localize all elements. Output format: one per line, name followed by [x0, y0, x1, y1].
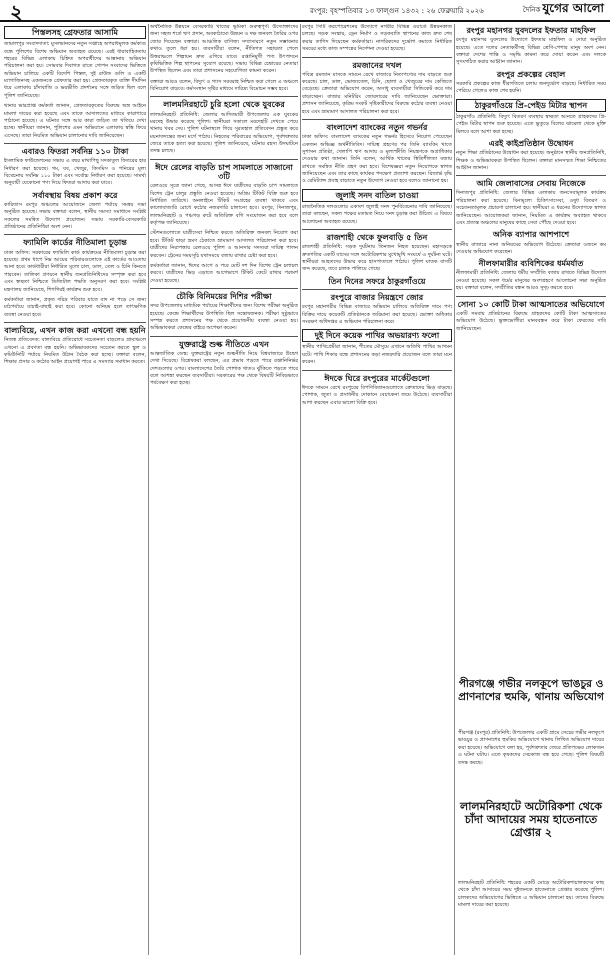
- article-text: ইসলামিক ফাউন্ডেশনের সভায় এ বছর মাথাপিছু সদকাতুল ফিতরের হার নির্ধারণ করা হয়েছে। গম, যব, খেজুর, কিসমিস ও পনিরের মূল্য বিবেচনায় সর্বনিম্ন ১১০ টাকা এবং সর্বোচ্চ নির্ধারণ করা হয়েছে। সামর্থ্য অনুযায়ী যেকোনো পণ্য দিয়ে ফিতরা আদায় করা যাবে।: [4, 158, 146, 187]
- headline: বাংলাদেশ ব্যাংকের নতুন গভর্নর: [326, 121, 428, 132]
- divider: [302, 229, 452, 230]
- divider: [302, 289, 452, 290]
- article-text: বক্তারা আরও বলেন, বিদ্যুৎ ও গ্যাস সরবরাহ নিশ্চিত করা গেলে এ অঞ্চলে বিনিয়োগ বাড়বে। কর্মসংস্থান সৃষ্টির মাধ্যমে দারিদ্র্য বিমোচন সম্ভব হবে।: [150, 78, 298, 92]
- article-text: স্থানীয় বাজারে নানা অনিয়মের অভিযোগ উঠেছে। ক্রেতারা ওজনে কম দেওয়ার অভিযোগ করেছেন।: [456, 241, 606, 255]
- headline: যুক্তরাষ্ট্রে শুল্ক নীতিতে এখন: [179, 338, 269, 349]
- page-header: [0, 0, 610, 22]
- headline: রংপুর প্রকল্পের বেহাল: [496, 68, 566, 79]
- divider: [150, 288, 298, 289]
- headline: রংপুরে বাজার নিয়ন্ত্রণে জোর: [330, 291, 424, 302]
- headline: সোনা ১০ কোটি টাকা আত্মসাতের অভিযোগে: [457, 298, 605, 309]
- article-text: নীলফামারী প্রতিনিধি: জেলায় ধর্মীয় সম্প্রীতি বজায় রাখতে বিভিন্ন উদ্যোগ নেওয়া হয়েছে। সকল ধর্মের মানুষের অংশগ্রহণে আলোচনা সভা অনুষ্ঠিত হয়। বক্তারা বলেন, সম্প্রীতির বন্ধন আরও সুদৃঢ় করতে হবে।: [456, 270, 606, 292]
- article-text: ঠাকুরগাঁও প্রতিনিধি: বিদ্যুৎ বিতরণ ব্যবস্থায় স্বচ্ছতা আনতে গ্রাহকদের প্রি-পেইড মিটার স্থাপন শুরু হয়েছে। এতে ভুতুড়ে বিলের ঝামেলা থেকে মুক্তি মিলবে বলে আশা করা হচ্ছে।: [456, 113, 606, 135]
- headline: এরই কাইপ্রতিষ্ঠান উদ্বোধন: [488, 137, 574, 148]
- page-number: ২: [10, 0, 24, 24]
- article-text: কর্মকর্তারা জানান, প্রকৃত দরিদ্র পরিবার যাতে বাদ না পড়ে সে জন্য মাঠপর্যায়ে যাচাই-বাছাই করা হবে। কোনো অনিয়ম হলে তাৎক্ষণিক ব্যবস্থা নেওয়া হবে।: [4, 296, 146, 318]
- article-text: নতুন শিক্ষা প্রতিষ্ঠানের উদ্বোধন করা হয়েছে। অনুষ্ঠানে স্থানীয় জনপ্রতিনিধি, শিক্ষক ও অভিভাবকরা উপস্থিত ছিলেন। বক্তারা মানসম্মত শিক্ষা নিশ্চিতের আহ্বান জানান।: [456, 150, 606, 171]
- headline: ফ্যামিলি কার্ডের নীতিমালা চূড়ান্ত: [23, 237, 127, 248]
- article-text: সদর উপজেলায় মাধ্যমিক পর্যায়ের শিক্ষার্থীদের জন্য বিশেষ পরীক্ষা অনুষ্ঠিত হয়েছে। কেন্দ্রে শিক্ষার্থীদের উপস্থিতি ছিল সন্তোষজনক। পরীক্ষা সুষ্ঠুভাবে সম্পন্ন করতে প্রশাসনের পক্ষ থেকে প্রয়োজনীয় ব্যবস্থা নেওয়া হয়। অভিভাবকরা কেন্দ্রের বাইরে অপেক্ষা করেন।: [150, 303, 298, 332]
- article-text: রাজনৈতিক দলগুলোর একাংশ জুলাই সনদ পুনর্বিবেচনার দাবি জানিয়েছে। তারা বলছেন, সকল পক্ষের মতামত নিয়ে সনদ চূড়ান্ত করা উচিত। এ বিষয়ে আলোচনা অব্যাহত রয়েছে।: [302, 203, 452, 225]
- column-3: [302, 24, 452, 955]
- article-text: রেলওয়ে সূত্রে জানা গেছে, আসন্ন ঈদে যাত্রীদের বাড়তি চাপ সামলাতে বিশেষ ট্রেন চালুর প্রস্তুতি নেওয়া হয়েছে। অগ্রিম টিকিট বিক্রি শুরু হবে নির্ধারিত তারিখে। অনলাইনে টিকিট সংগ্রহের ব্যবস্থা থাকবে এবং কালোবাজারি রোধে কঠোর নজরদারি চালানো হবে। রংপুর, দিনাজপুর, লালমনিরহাট ও পঞ্চগড় রুটে অতিরিক্ত বগি সংযোজন করা হবে বলে কর্তৃপক্ষ জানিয়েছে।: [150, 183, 298, 227]
- divider: [150, 159, 298, 160]
- headline: বাল্যবিয়ে, এখন কাজ করা এখনো বন্ধ হয়নি: [4, 325, 146, 335]
- article-text: দিনাজপুর প্রতিনিধি: জেলার বিভিন্ন এলাকায় জনসেবামূলক কার্যক্রম পরিচালনা করা হয়েছে। বিনামূল্যে চিকিৎসাসেবা, ওষুধ বিতরণ ও সচেতনতামূলক প্রচারণা চালানো হয়। স্থানীয়রা এ ধরনের উদ্যোগকে স্বাগত জানিয়েছেন। আয়োজকরা জানান, নিয়মিত এ কার্যক্রম অব্যাহত থাকবে এবং প্রত্যন্ত অঞ্চলের মানুষের কাছে সেবা পৌঁছে দেওয়া হবে।: [456, 190, 606, 226]
- article-text: লালমনিরহাট প্রতিনিধি: জেলার আদিতমারী উপজেলায় এক যুবকের মরদেহ উদ্ধার করেছে পুলিশ। স্থানীয়রা সকালে মরদেহটি দেখতে পেয়ে থানায় খবর দেয়। পুলিশ ঘটনাস্থলে গিয়ে সুরতহাল প্রতিবেদন প্রস্তুত করে ময়নাতদন্তের জন্য মর্গে পাঠায়। নিহতের পরিবারের অভিযোগ, পূর্বশত্রুতার জেরে তাকে হত্যা করা হয়েছে। পুলিশ জানিয়েছে, ঘটনার রহস্য উদঘাটনে তদন্ত চলছে।: [150, 111, 298, 155]
- article-text: ঢাকা অফিস: বাংলাদেশ ব্যাংকের নতুন গভর্নর হিসেবে নিয়োগ পেয়েছেন একজন অভিজ্ঞ অর্থনীতিবিদ। দায়িত্ব গ্রহণের পর তিনি ব্যাংকিং খাতে সুশাসন প্রতিষ্ঠা, খেলাপি ঋণ আদায় ও মূল্যস্ফীতি নিয়ন্ত্রণকে অগ্রাধিকার দেওয়ার কথা জানান। তিনি বলেন, আর্থিক খাতের স্থিতিশীলতা বজায় রাখতে সমন্বিত নীতি গ্রহণ করা হবে। বিশেষজ্ঞরা নতুন নিয়োগকে স্বাগত জানিয়েছেন এবং তার কাছে কার্যকর পদক্ষেপ প্রত্যাশা করছেন। রিজার্ভ বৃদ্ধি ও রেমিট্যান্স প্রবাহ বাড়াতে নতুন উদ্যোগ নেওয়া হবে বলেও জানানো হয়।: [302, 134, 452, 185]
- article-text: পবিত্র রমজান মাসকে সামনে রেখে বাজারে নিত্যপণ্যের দাম বাড়তে শুরু করেছে। চাল, ডাল, ভোজ্যতেল, চিনি, ছোলা ও খেজুরের দাম কেজিতে বেড়েছে। ক্রেতারা অভিযোগ করেন, অসাধু ব্যবসায়ীরা সিন্ডিকেট করে দাম বাড়াচ্ছেন। বাজার মনিটরিং জোরদারের দাবি জানিয়েছেন ভোক্তারা। প্রশাসন জানিয়েছে, কৃত্রিম সংকট সৃষ্টিকারীদের বিরুদ্ধে কঠোর ব্যবস্থা নেওয়া হবে এবং ভ্রাম্যমাণ আদালত পরিচালনা করা হবে।: [302, 71, 452, 115]
- article-text: রংপুর মহানগর যুবদলের উদ্যোগে ইফতার মাহফিল ও দোয়া অনুষ্ঠিত হয়েছে। এতে দলের নেতাকর্মীসহ বিভিন্ন শ্রেণি-পেশার মানুষ অংশ নেন। বক্তারা দেশের শান্তি ও সমৃদ্ধি কামনা করে দোয়া করেন এবং দলকে সুসংগঠিত করার আহ্বান জানান।: [456, 37, 606, 66]
- article-text: ঢাকা অফিস: সরকারের ফ্যামিলি কার্ড কার্যক্রমের নীতিমালা চূড়ান্ত করা হয়েছে। প্রথম ধাপে নিম্ন আয়ের পরিবারগুলোকে এই কার্ডের আওতায় আনা হবে। কার্ডধারীরা নির্ধারিত মূল্যে চাল, ডাল, তেল ও চিনি কিনতে পারবেন। তালিকা প্রণয়নে স্থানীয় জনপ্রতিনিধিদের সম্পৃক্ত করা হবে এবং স্বচ্ছতা নিশ্চিতে ডিজিটাল পদ্ধতি অনুসরণ করা হবে। সংশ্লিষ্ট মন্ত্রণালয় জানিয়েছে, শিগগিরই কার্যক্রম শুরু হবে।: [4, 249, 146, 293]
- article-text: রাজশাহী প্রতিনিধি: সড়ক দুর্ঘটনায় তিনজন নিহত হয়েছেন। মহাসড়কে দ্রুতগতির একটি বাসের সঙ্গে অটোরিকশার মুখোমুখি সংঘর্ষে এ দুর্ঘটনা ঘটে। স্থানীয়রা আহতদের উদ্ধার করে হাসপাতালে পাঠায়। পুলিশ ঘাতক বাসটি জব্দ করেছে, তবে চালক পালিয়ে গেছে।: [302, 244, 452, 273]
- divider: [456, 175, 606, 176]
- column-divider: [300, 24, 301, 955]
- divider: [4, 143, 146, 144]
- article-text: অর্থনৈতিক উন্নয়নে বেসরকারি খাতের ভূমিকা গুরুত্বপূর্ণ। উদ্যোক্তাদের জন্য সহজ শর্তে ঋণ প্রদান, অবকাঠামো উন্নয়ন ও দক্ষ জনবল তৈরির ওপর জোর দিয়েছেন বক্তারা। আঞ্চলিক বাণিজ্য সম্প্রসারণে নতুন সম্ভাবনার কথাও তুলে ধরা হয়। ব্যবসায়ীরা বলেন, নীতিগত সহায়তা পেলে উত্তরাঞ্চলে শিল্পায়ন দ্রুত এগিয়ে যাবে। রপ্তানিমুখী পণ্য উৎপাদনে কৃষিভিত্তিক শিল্প স্থাপনের সুযোগ রয়েছে। সভায় বিভিন্ন চেম্বারের নেতারা উপস্থিত ছিলেন এবং তারা প্রশাসনের সহযোগিতা কামনা করেন।: [150, 24, 298, 75]
- headline: তিন দিনের সফরে ঠাকুরগাঁওয়ে: [328, 275, 426, 286]
- divider: [150, 96, 298, 97]
- headline: আমি জেলাবাসের সেবায় নিজেকে: [476, 178, 586, 189]
- masthead: [523, 0, 604, 20]
- headline: জুলাই সনদ বাতিল চাওয়া: [302, 189, 452, 202]
- article-text: আন্তর্জাতিক ডেস্ক: যুক্তরাষ্ট্রের নতুন শুল্কনীতি নিয়ে বিশ্ববাজারে উদ্বেগ দেখা দিয়েছে। বিশ্লেষকরা বলছেন, এর প্রভাব পড়তে পারে রপ্তানিনির্ভর দেশগুলোর ওপর। বাংলাদেশের তৈরি পোশাক খাতও ঝুঁকিতে পড়তে পারে বলে আশঙ্কা করছেন ব্যবসায়ীরা। সরকারের পক্ষ থেকে বিষয়টি নিবিড়ভাবে পর্যবেক্ষণ করা হচ্ছে।: [150, 350, 298, 387]
- divider: [302, 370, 452, 371]
- date-line: রংপুর: বৃহস্পতিবার ১৩ ফাল্গুন ১৪৩২ : ২৬ ফেব্রুয়ারি ২০২৬: [310, 7, 484, 15]
- article-text: ঈদকে সামনে রেখে রংপুরের বিপণিবিতানগুলোতে ক্রেতাদের ভিড় বাড়ছে। পোশাক, জুতা ও প্রসাধনীর দোকানে বেচাকেনা জমে উঠেছে। ব্যবসায়ীরা আশা করছেন এবার ভালো বিক্রি হবে।: [302, 384, 452, 406]
- article-text: রংপুর মহানগরীর বিভিন্ন বাজারে অভিযান চালিয়ে অতিরিক্ত দামে পণ্য বিক্রির দায়ে কয়েকটি প্রতিষ্ঠানকে জরিমানা করা হয়েছে। ভোক্তা অধিকার সংরক্ষণ অধিদপ্তর এ অভিযান পরিচালনা করে।: [302, 304, 452, 325]
- headline: ঠাকুরগাঁওয়ে প্রি-পেইড মিটার স্থাপন: [456, 99, 606, 112]
- article-text: সরকারি প্রকল্পের কাজ ধীরগতিতে চলায় জনদুর্ভোগ বাড়ছে। নির্ধারিত সময় পেরিয়ে গেলেও কাজ শেষ হয়নি।: [456, 80, 606, 95]
- divider: [4, 322, 146, 323]
- lead-headline: লালমনিরহাটে অটোরিকশা থেকে চাঁদা আদায়ের সময় হাতেনাতে গ্রেপ্তার ২: [460, 800, 602, 840]
- headline: রাজশাহী থেকে ফুলবাড়ি ৫ তিন: [326, 232, 428, 243]
- article-text: জামালপুর সংবাদদাতা: মুসলমানদের নতুন সপ্তাহে অপরাধমূলক কর্মকাণ্ড বন্ধে পুলিশের বিশেষ অভিযান অব্যাহত রয়েছে। এরই ধারাবাহিকতায় শহরের বিভিন্ন এলাকায় চিহ্নিত অপরাধীদের আস্তানায় অভিযান পরিচালনা করা হয়। সোমবার দিবাগত রাতে গোপন সংবাদের ভিত্তিতে অভিযান চালিয়ে একটি বিদেশি পিস্তল, দুই রাউন্ড গুলি ও একটি ম্যাগাজিনসহ একজনকে গ্রেফতার করা হয়। গ্রেফতারকৃত ব্যক্তি দীর্ঘদিন ধরে এলাকায় চাঁদাবাজি ও ভয়ভীতি প্রদর্শনের সঙ্গে জড়িত ছিল বলে পুলিশ জানিয়েছে।: [4, 41, 146, 99]
- headline: ঈদে রেলের বাড়তি চাপ সামলাতে সাজানো ৩টি: [155, 161, 293, 181]
- divider: [302, 57, 452, 58]
- headline: নীলফামারীর ব্যবিশিকের ধর্মমর্যাত: [478, 258, 584, 269]
- article-text: স্টেশনগুলোতে যাত্রীসেবা নিশ্চিত করতে অতিরিক্ত জনবল নিয়োগ করা হবে। টিকিট ছাড়া ভ্রমণ ঠেকাতে ভ্রাম্যমাণ আদালত পরিচালনা করা হবে। যাত্রীদের নিরাপত্তায় রেলওয়ে পুলিশ ও আনসার সদস্যরা দায়িত্ব পালন করবেন। ট্রেনের সময়সূচি যথাসময়ে বজায় রাখার চেষ্টা করা হবে।: [150, 230, 298, 259]
- headline: সর্বাবস্থায় বিষয় প্রকাশ করে: [32, 189, 118, 200]
- divider: [456, 296, 606, 297]
- column-divider: [148, 24, 149, 955]
- headline: চৌকি বিনিময়ের দিশির পরীক্ষা: [176, 291, 272, 302]
- headline: রংপুর মহানগর যুবদলের ইফতার মাহফিল: [466, 25, 596, 35]
- divider: [150, 336, 298, 337]
- article-text: লালমনিরহাট প্রতিনিধি: শহরের একটি মোড়ে অটোরিকশাচালকদের কাছ থেকে চাঁদা আদায়ের সময় দুইজনকে হাতেনাতে গ্রেপ্তার করেছে পুলিশ। চালকদের অভিযোগের ভিত্তিতে এ অভিযান চালানো হয়। তাদের বিরুদ্ধে মামলা দায়ের করা হয়েছে।: [458, 880, 604, 909]
- article-text: একটি সমবায় প্রতিষ্ঠানের বিরুদ্ধে গ্রাহকদের কোটি টাকা আত্মসাতের অভিযোগ উঠেছে। ভুক্তভোগীরা মানববন্ধন করে টাকা ফেরতের দাবি জানিয়েছেন।: [456, 310, 606, 332]
- column-divider: [454, 24, 455, 955]
- divider: [4, 234, 146, 235]
- headline: ঈদকে ঘিরে রংপুরের মার্কেটগুলো: [324, 372, 430, 383]
- headline: দুই দিনে কয়েক পাখির অভয়ারণ্য ফলো: [302, 329, 452, 342]
- headline: অনিক ব্যাপার আশপাশে: [492, 229, 570, 240]
- column-1: [4, 24, 146, 955]
- lead-headline: পীরগঞ্জে গভীর নলকূপে ভাঙচুর ও প্রাণনাশের হুমকি, থানায় অভিযোগ: [458, 678, 604, 703]
- article-text: কর্মকর্তারা জানান, ঈদের আগে ও পরে মোট দশ দিন বিশেষ ট্রেন চলাচল করবে। যাত্রীদের ভিড় এড়াতে আগেভাগে টিকিট কেটে রাখার পরামর্শ দেওয়া হয়েছে।: [150, 262, 298, 284]
- divider: [302, 119, 452, 120]
- article-text: কারিতাস রংপুর অঞ্চলের আয়োজনে জেলা পর্যায়ে সমন্বয় সভা অনুষ্ঠিত হয়েছে। সভায় বক্তারা বলেন, স্থানীয় সমস্যা সমাধানে সংশ্লিষ্ট সকলের সমন্বিত উদ্যোগ প্রয়োজন। সভায় সরকারি-বেসরকারি প্রতিষ্ঠানের প্রতিনিধিরা অংশ নেন।: [4, 201, 146, 231]
- headline: লালমনিরহাটে চুরি হলো থেকে যুবকের: [163, 99, 285, 110]
- article-text: নিজস্ব প্রতিবেদক: বাল্যবিয়ে প্রতিরোধে সচেতনতা বাড়লেও গ্রামাঞ্চলে এখনো এ প্রবণতা বন্ধ হয়নি। অভিভাবকদের সচেতন করতে স্কুল ও কমিউনিটি পর্যায়ে নিয়মিত উঠান বৈঠক করা হচ্ছে। বক্তারা বলেন, শিক্ষার প্রসার ও কঠোর আইন প্রয়োগই পারে এ সমস্যার সমাধান করতে।: [4, 337, 146, 366]
- masthead-prefix: দৈনিক: [522, 6, 541, 14]
- article-text: পীরগঞ্জ (রংপুর) প্রতিনিধি: উপজেলার একটি গ্রামে সেচের গভীর নলকূপে ভাঙচুর ও প্রাণনাশের হুমকির অভিযোগে থানায় লিখিত অভিযোগ দায়ের করা হয়েছে। অভিযোগে বলা হয়, পূর্বশত্রুতার জেরে প্রতিপক্ষের লোকজন এ ঘটনা ঘটায়। এতে কৃষকদের সেচকাজ বন্ধ হয়ে গেছে। পুলিশ বিষয়টি তদন্ত করছে।: [458, 730, 604, 766]
- article-text: রংপুর সিটি করপোরেশনের উদ্যোগে নগরীর বিভিন্ন ওয়ার্ডে উন্নয়নকাজ চলছে। সড়ক সংস্কার, ড্রেন নির্মাণ ও সড়কবাতি স্থাপনের কাজ দ্রুত শেষ করার তাগিদ দিয়েছেন কর্মকর্তারা। নাগরিকদের দুর্ভোগ কমাতে নির্ধারিত সময়ের মধ্যে কাজ সম্পন্নের নির্দেশনা দেওয়া হয়েছে।: [302, 24, 452, 53]
- column-2: [150, 24, 298, 955]
- headline: পিস্তলসহ গ্রেফতার আসামি: [4, 26, 146, 39]
- article-text: স্থানীয় পাখিপ্রেমীরা জানান, শীতের মৌসুমে এখানে অতিথি পাখির আগমন ঘটে। পাখি শিকার বন্ধে প্রশাসনের কড়া নজরদারি প্রয়োজন বলে তারা মনে করেন।: [302, 344, 452, 366]
- article-text: থানার ভারপ্রাপ্ত কর্মকর্তা জানান, গ্রেফতারকৃতের বিরুদ্ধে অস্ত্র আইনে মামলা দায়ের করা হয়েছে এবং তাকে আদালতের মাধ্যমে কারাগারে পাঠানো হয়েছে। এ ঘটনার সঙ্গে আর কারা জড়িত তা খতিয়ে দেখা হচ্ছে। স্থানীয়রা জানান, পুলিশের এমন অভিযানে এলাকায় স্বস্তি ফিরে এসেছে। তারা নিয়মিত অভিযান চালানোর দাবি জানিয়েছেন।: [4, 103, 146, 139]
- headline: রমজানের দখল: [352, 59, 402, 70]
- headline: এবারও ফিতরা সর্বনিম্ন ১১০ টাকা: [21, 146, 129, 157]
- masthead-title: যুগের আলো: [542, 1, 604, 15]
